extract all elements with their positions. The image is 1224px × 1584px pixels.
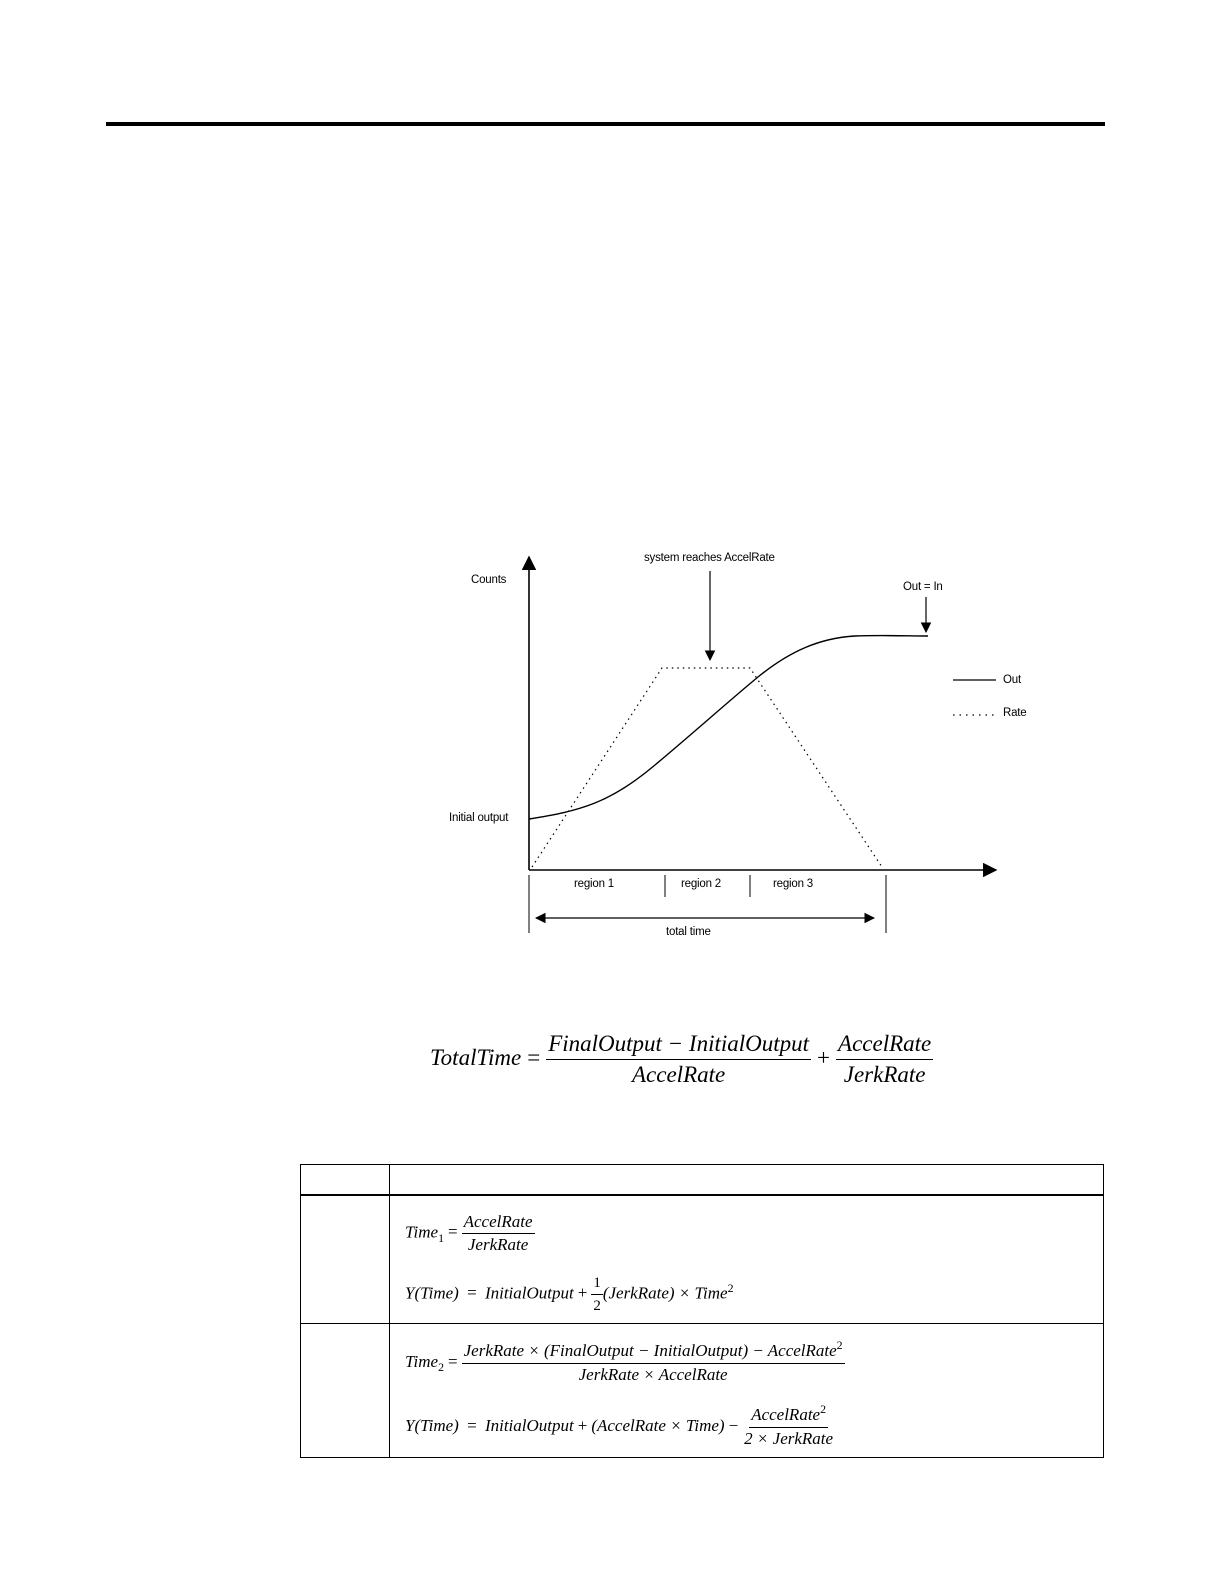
total-time-formula: TotalTime = $\frac{\text{FinalOutput − InitialOutput}}{\text{AccelRate}}$ + $\frac{\text{AccelRate}}{\text{JerkRate}}$ bbox=[430, 1031, 932, 1087]
y1-exponent: 2 bbox=[727, 1280, 734, 1295]
fraction-2-denominator: JerkRate bbox=[843, 1062, 926, 1087]
rate-curve bbox=[532, 668, 882, 867]
half-denominator: 2 bbox=[593, 1298, 601, 1314]
formula-lhs: TotalTime bbox=[430, 1044, 522, 1070]
y2-numerator bbox=[749, 1402, 828, 1428]
fraction-2-numerator: AccelRate bbox=[836, 1030, 933, 1060]
accelrate-annotation: system reaches AccelRate bbox=[644, 552, 775, 564]
y2-numerator-exponent: 2 bbox=[820, 1402, 827, 1417]
y2-numerator-text: AccelRate bbox=[751, 1405, 821, 1424]
header-rule bbox=[106, 122, 1105, 126]
region-2-output-equation: Y(Time) = InitialOutput + (AccelRate × Time) − $\frac{AccelRate^2}{\text{2 × JerkRate}}$ bbox=[405, 1402, 834, 1448]
time-2-numerator-text: JerkRate × (FinalOutput − InitialOutput) − AccelRate bbox=[463, 1341, 837, 1360]
time-1-numerator: AccelRate bbox=[462, 1212, 535, 1234]
row-divider bbox=[301, 1323, 1103, 1324]
region-1-output-equation: Y(Time) = InitialOutput + $\frac{1}{2}$ (JerkRate) × Time$^2$ bbox=[405, 1275, 734, 1314]
region-equations-table bbox=[300, 1164, 1104, 1458]
time-2-numerator-exponent: 2 bbox=[836, 1338, 843, 1353]
region-2-label: region 2 bbox=[681, 878, 721, 890]
time-1-fraction bbox=[462, 1212, 535, 1255]
region-3-label: region 3 bbox=[773, 878, 813, 890]
region-1-time-equation: Time$_1$ = $\frac{\text{AccelRate}}{\text{JerkRate}}$ bbox=[405, 1212, 533, 1254]
time-1-subscript: 1 bbox=[438, 1230, 445, 1245]
time-1-var: Time bbox=[405, 1222, 439, 1242]
y2-denominator: 2 × JerkRate bbox=[744, 1429, 834, 1448]
fraction-1-numerator: FinalOutput − InitialOutput bbox=[546, 1030, 811, 1060]
column-divider bbox=[389, 1165, 390, 1457]
s-curve-graphic bbox=[440, 545, 1050, 940]
y1-initial-output: InitialOutput bbox=[484, 1283, 574, 1303]
out-curve bbox=[529, 636, 928, 819]
total-time-label: total time bbox=[666, 926, 711, 938]
out-equals-in-annotation: Out = In bbox=[903, 581, 943, 593]
formula-fraction-2 bbox=[836, 1030, 933, 1089]
y2-fraction bbox=[742, 1402, 835, 1449]
s-curve-diagram bbox=[440, 545, 1050, 940]
legend-out-label: Out bbox=[1003, 674, 1021, 686]
y2-accel-term: (AccelRate × Time) bbox=[591, 1415, 725, 1435]
time-2-fraction bbox=[462, 1338, 845, 1385]
time-2-var: Time bbox=[405, 1351, 439, 1371]
time-1-denominator: JerkRate bbox=[467, 1235, 529, 1254]
initial-output-label: Initial output bbox=[449, 812, 509, 824]
y-axis-label: Counts bbox=[471, 574, 507, 586]
time-2-denominator: JerkRate × AccelRate bbox=[578, 1365, 728, 1384]
formula-fraction-1 bbox=[546, 1030, 811, 1089]
time-2-numerator bbox=[462, 1338, 845, 1364]
y1-jerk-term: (JerkRate) × Time bbox=[602, 1283, 728, 1303]
region-2-time-equation: Time$_2$ = $\frac{JerkRate \times (FinalOutput - InitialOutput) - AccelRate^2}{\text{JerkRate × AccelRate}}$ bbox=[405, 1338, 843, 1384]
header-divider bbox=[301, 1194, 1103, 1196]
time-2-subscript: 2 bbox=[438, 1360, 445, 1375]
region-1-label: region 1 bbox=[574, 878, 614, 890]
y2-initial-output: InitialOutput bbox=[484, 1415, 574, 1435]
fraction-1-denominator: AccelRate bbox=[632, 1062, 726, 1087]
y2-lhs: Y(Time) bbox=[405, 1415, 459, 1435]
legend-rate-label: Rate bbox=[1003, 707, 1027, 719]
y1-lhs: Y(Time) bbox=[405, 1283, 459, 1303]
half-numerator: 1 bbox=[591, 1273, 603, 1295]
one-half-fraction bbox=[591, 1273, 603, 1316]
